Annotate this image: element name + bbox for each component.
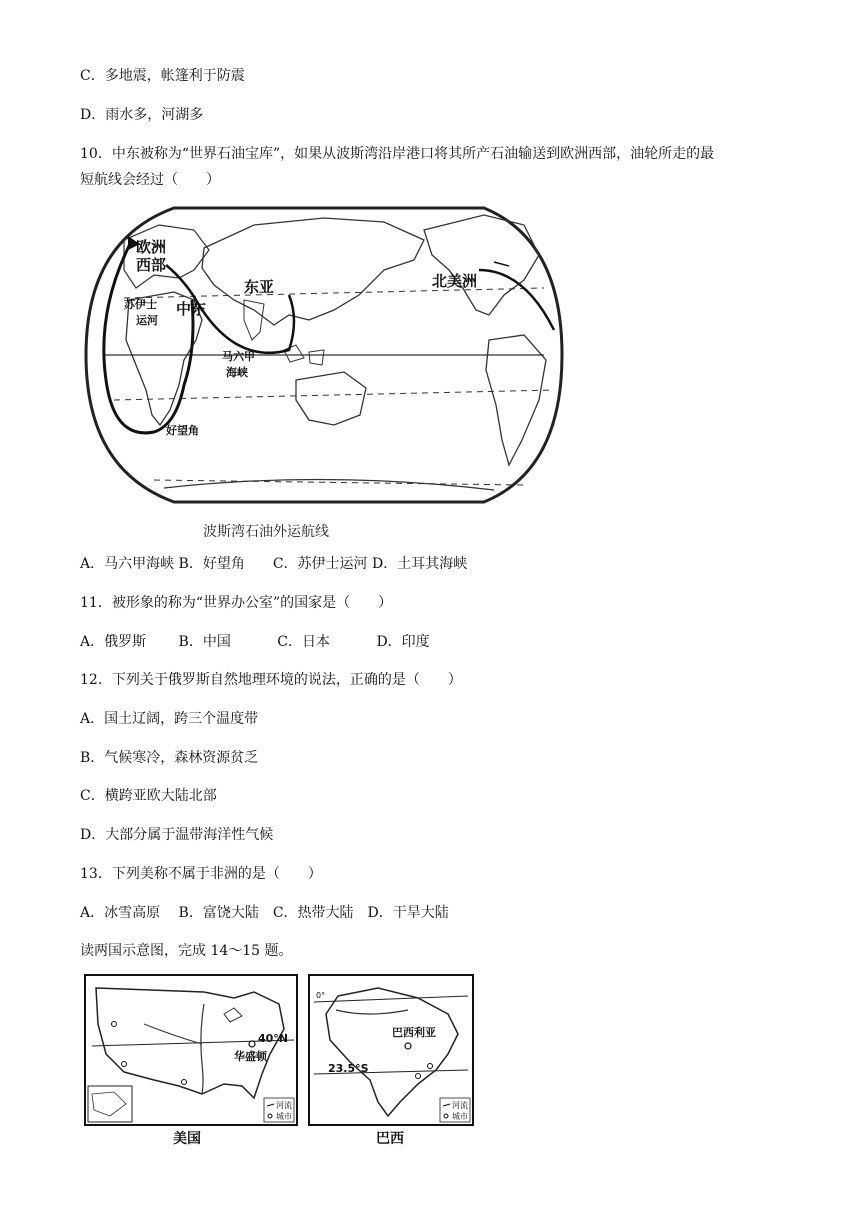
label-good-hope: 好望角 (166, 424, 199, 437)
q12-stem: 12．下列关于俄罗斯自然地理环境的说法，正确的是（ ） (80, 672, 462, 688)
persian-gulf-oil-route-map (84, 200, 564, 510)
q12-option-b: B．气候寒冷，森林资源贫乏 (80, 750, 259, 766)
city-dot-icon (112, 1022, 117, 1027)
q11-options: A．俄罗斯 B．中国 C．日本 D．印度 (80, 634, 430, 650)
brazil-equator-label: 0° (316, 991, 326, 1000)
label-malacca-2: 海峡 (226, 366, 248, 379)
q12-option-d: D．大部分属于温带海洋性气候 (80, 827, 274, 843)
washington-city-icon (249, 1041, 255, 1047)
legend-city-icon (268, 1114, 272, 1118)
city-dot-icon (428, 1064, 433, 1069)
label-europe-west-2: 西部 (136, 256, 167, 274)
legend-city-icon (444, 1114, 448, 1118)
q12-option-c: C．横跨亚欧大陆北部 (80, 788, 217, 804)
brazil-legend-city: 城市 (452, 1112, 468, 1121)
label-east-asia: 东亚 (244, 278, 275, 296)
label-malacca-1: 马六甲 (222, 350, 255, 363)
usa-map-svg (84, 974, 298, 1126)
brazil-city-label: 巴西利亚 (392, 1026, 436, 1039)
city-dot-icon (416, 1074, 421, 1079)
brazil-caption: 巴西 (376, 1131, 404, 1147)
q10-stem-line1: 10．中东被称为“世界石油宝库”，如果从波斯湾沿岸港口将其所产石油输送到欧洲西部，油轮所走的最 (80, 146, 715, 162)
label-europe-west-1: 欧洲 (136, 238, 167, 256)
brasilia-city-icon (405, 1043, 411, 1049)
q9-option-c: C．多地震，帐篷利于防震 (80, 68, 245, 84)
brazil-map (308, 974, 474, 1126)
q12-option-a: A．国土辽阔，跨三个温度带 (80, 711, 259, 727)
q10-stem-line2: 短航线会经过（ ） (80, 172, 220, 188)
usa-caption: 美国 (173, 1131, 201, 1147)
city-dot-icon (182, 1080, 187, 1085)
label-suez-2: 运河 (136, 314, 158, 327)
q11-stem: 11．被形象的称为“世界办公室”的国家是（ ） (80, 595, 393, 611)
label-mideast: 中东 (176, 300, 207, 318)
q13-options: A．冰雪高原 B．富饶大陆 C．热带大陆 D．干旱大陆 (80, 905, 449, 921)
usa-legend-city: 城市 (276, 1112, 292, 1121)
usa-city-label: 华盛顿 (234, 1050, 267, 1063)
q13-stem: 13．下列美称不属于非洲的是（ ） (80, 866, 322, 882)
q14-15-intro: 读两国示意图，完成 14～15 题。 (80, 943, 293, 959)
world-map-svg (84, 200, 564, 510)
city-dot-icon (122, 1062, 127, 1067)
usa-map (84, 974, 298, 1126)
map-caption: 波斯湾石油外运航线 (203, 524, 329, 540)
brazil-legend-river: 河流 (452, 1101, 468, 1110)
brazil-map-svg (308, 974, 474, 1126)
label-north-america: 北美洲 (432, 272, 478, 290)
usa-legend-river: 河流 (276, 1101, 292, 1110)
q10-options: A．马六甲海峡 B．好望角 C．苏伊士运河 D．土耳其海峡 (80, 556, 468, 572)
brazil-lat-label: 23.5°S (328, 1062, 369, 1075)
usa-lat-label: 40°N (258, 1032, 289, 1045)
q9-option-d: D．雨水多，河湖多 (80, 107, 204, 123)
label-suez-1: 苏伊士 (124, 298, 157, 311)
